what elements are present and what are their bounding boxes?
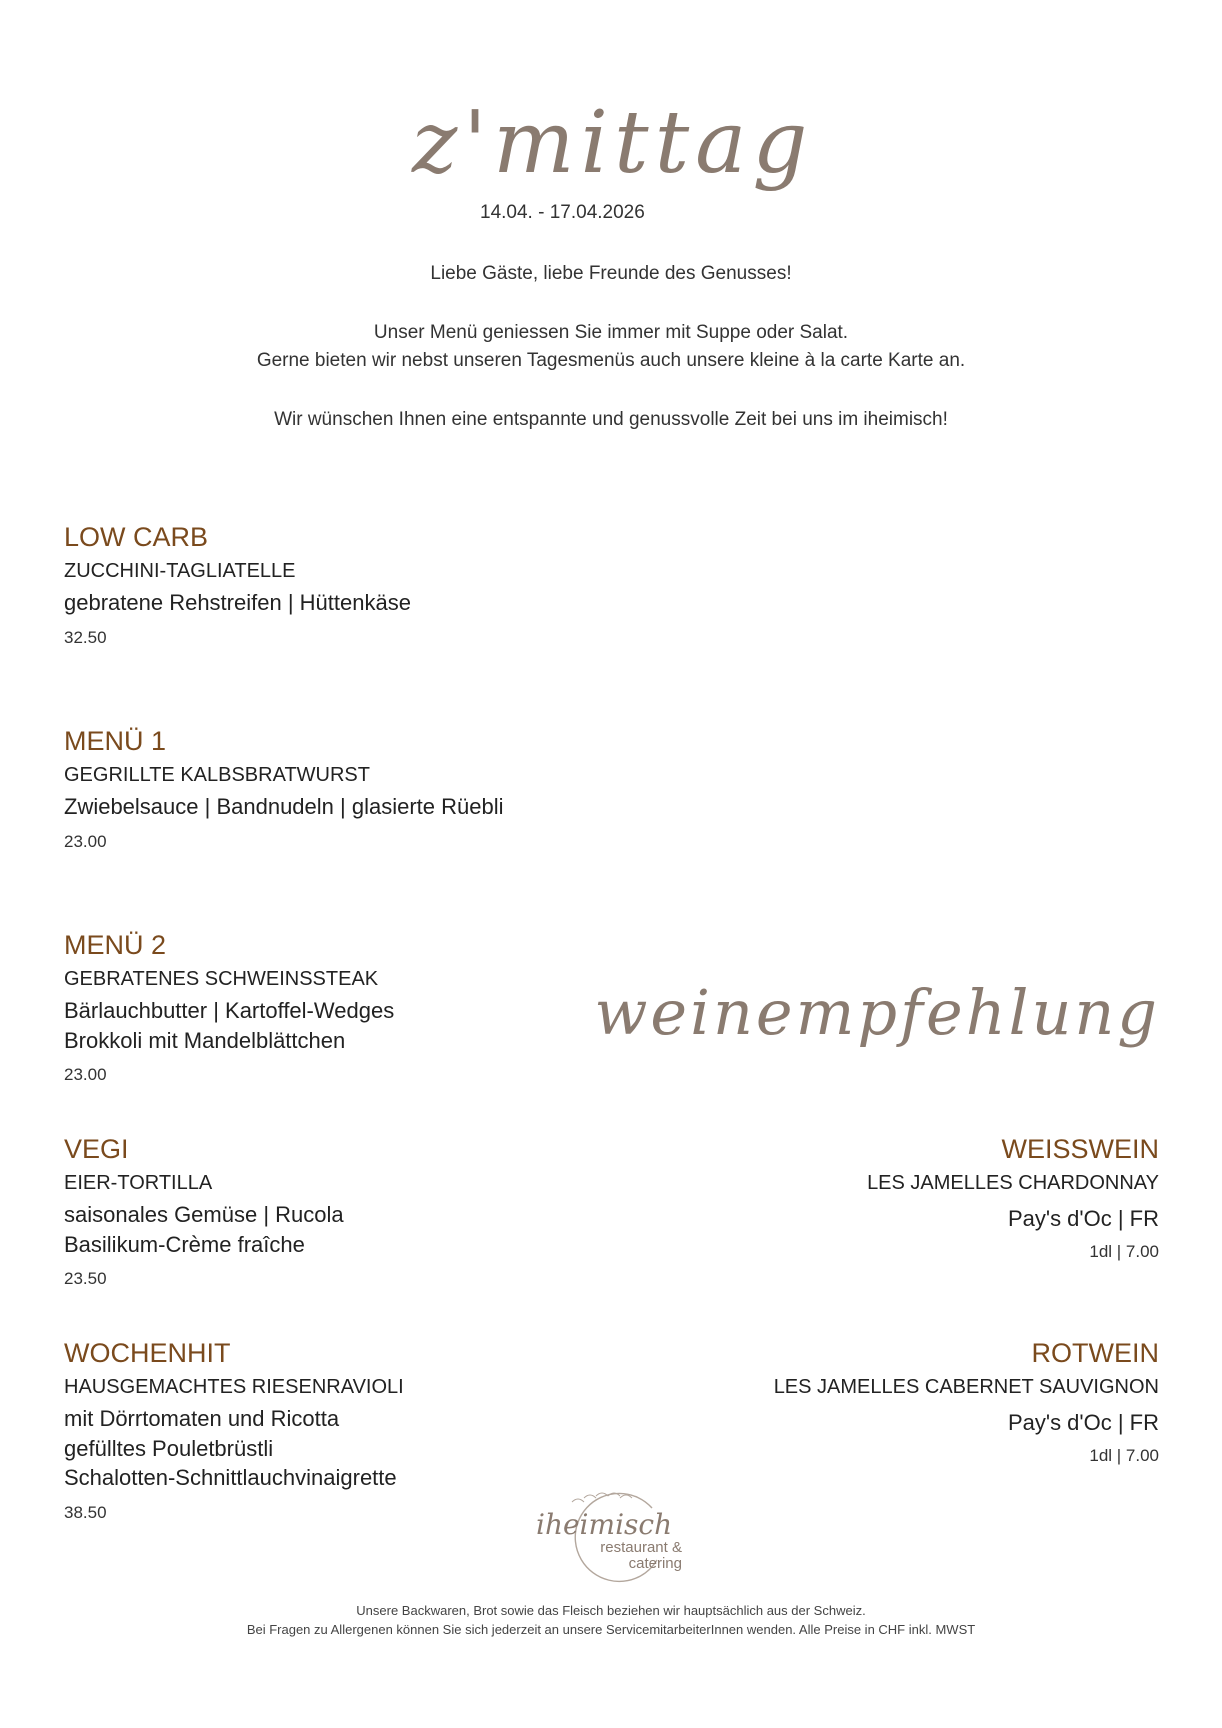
section-title: WOCHENHIT [64,1338,231,1368]
dish-name: HAUSGEMACHTES RIESENRAVIOLI [64,1376,404,1399]
footer-line-2: Bei Fragen zu Allergenen können Sie sich jederzeit an unsere ServicemitarbeiterInnen wenden. Alle Preise in CHF inkl. MWST [246,1622,976,1637]
dish-description: Brokkoli mit Mandelblättchen [64,1027,346,1053]
dish-price: 32.50 [64,627,107,647]
section-title: WEISSWEIN [1001,1134,1159,1164]
dish-name: EIER-TORTILLA [64,1172,213,1195]
page-title-script: z'mittag [412,93,814,193]
dish-price: 23.50 [64,1269,107,1289]
wine-section-white [599,1134,1159,1262]
dish-description: Basilikum-Crème fraîche [64,1231,305,1257]
section-title: ROTWEIN [1031,1338,1159,1368]
logo-tagline-1: restaurant & [600,1539,682,1556]
dish-description: mit Dörrtomaten und Ricotta [64,1406,340,1432]
menu-section-vegi [64,1134,624,1289]
dish-description: gebratene Rehstreifen | Hüttenkäse [64,590,411,616]
section-title: MENÜ 2 [64,930,167,960]
intro-greeting: Liebe Gäste, liebe Freunde des Genusses! [430,263,792,284]
section-title: VEGI [64,1134,129,1164]
dish-price: 23.00 [64,1065,107,1085]
dish-name: GEBRATENES SCHWEINSSTEAK [64,968,379,991]
section-title: LOW CARB [64,522,209,552]
dish-price: 23.00 [64,831,107,851]
wine-name: LES JAMELLES CHARDONNAY [867,1172,1159,1195]
menu-section-menu-1 [64,726,624,852]
dish-description: Zwiebelsauce | Bandnudeln | glasierte Rüebli [64,794,504,820]
wine-name: LES JAMELLES CABERNET SAUVIGNON [773,1376,1159,1399]
intro-line-1: Unser Menü geniessen Sie immer mit Suppe oder Salat. [373,322,849,343]
logo-tagline-2: catering [628,1555,682,1572]
dish-name: GEGRILLTE KALBSBRATWURST [64,764,370,787]
dish-description: saisonales Gemüse | Rucola [64,1202,344,1228]
section-title: MENÜ 1 [64,726,167,756]
intro-line-3: Wir wünschen Ihnen eine entspannte und genussvolle Zeit bei uns im iheimisch! [274,409,948,430]
wine-price: 1dl | 7.00 [1089,1242,1159,1262]
dish-description: gefülltes Pouletbrüstli [64,1435,274,1461]
wine-section-red [599,1338,1159,1466]
menu-section-menu-2 [64,930,624,1085]
menu-section-low-carb [64,522,624,648]
date-range: 14.04. - 17.04.2026 [480,202,645,223]
footer-line-1: Unsere Backwaren, Brot sowie das Fleisch beziehen wir hauptsächlich aus der Schweiz. [356,1603,866,1618]
wine-heading-script: weinempfehlung [594,976,1160,1049]
intro-line-2: Gerne bieten wir nebst unseren Tagesmenüs auch unsere kleine à la carte Karte an. [256,350,966,371]
restaurant-logo [532,1488,702,1588]
dish-price: 38.50 [64,1503,107,1523]
dish-name: ZUCCHINI-TAGLIATELLE [64,560,296,583]
logo-name: iheimisch [536,1508,673,1541]
wine-origin: Pay's d'Oc | FR [1007,1206,1159,1232]
dish-description: Schalotten-Schnittlauchvinaigrette [64,1465,397,1491]
logo-ring-icon [532,1488,702,1588]
wine-origin: Pay's d'Oc | FR [1007,1410,1159,1436]
dish-description: Bärlauchbutter | Kartoffel-Wedges [64,998,395,1024]
wine-price: 1dl | 7.00 [1089,1446,1159,1466]
